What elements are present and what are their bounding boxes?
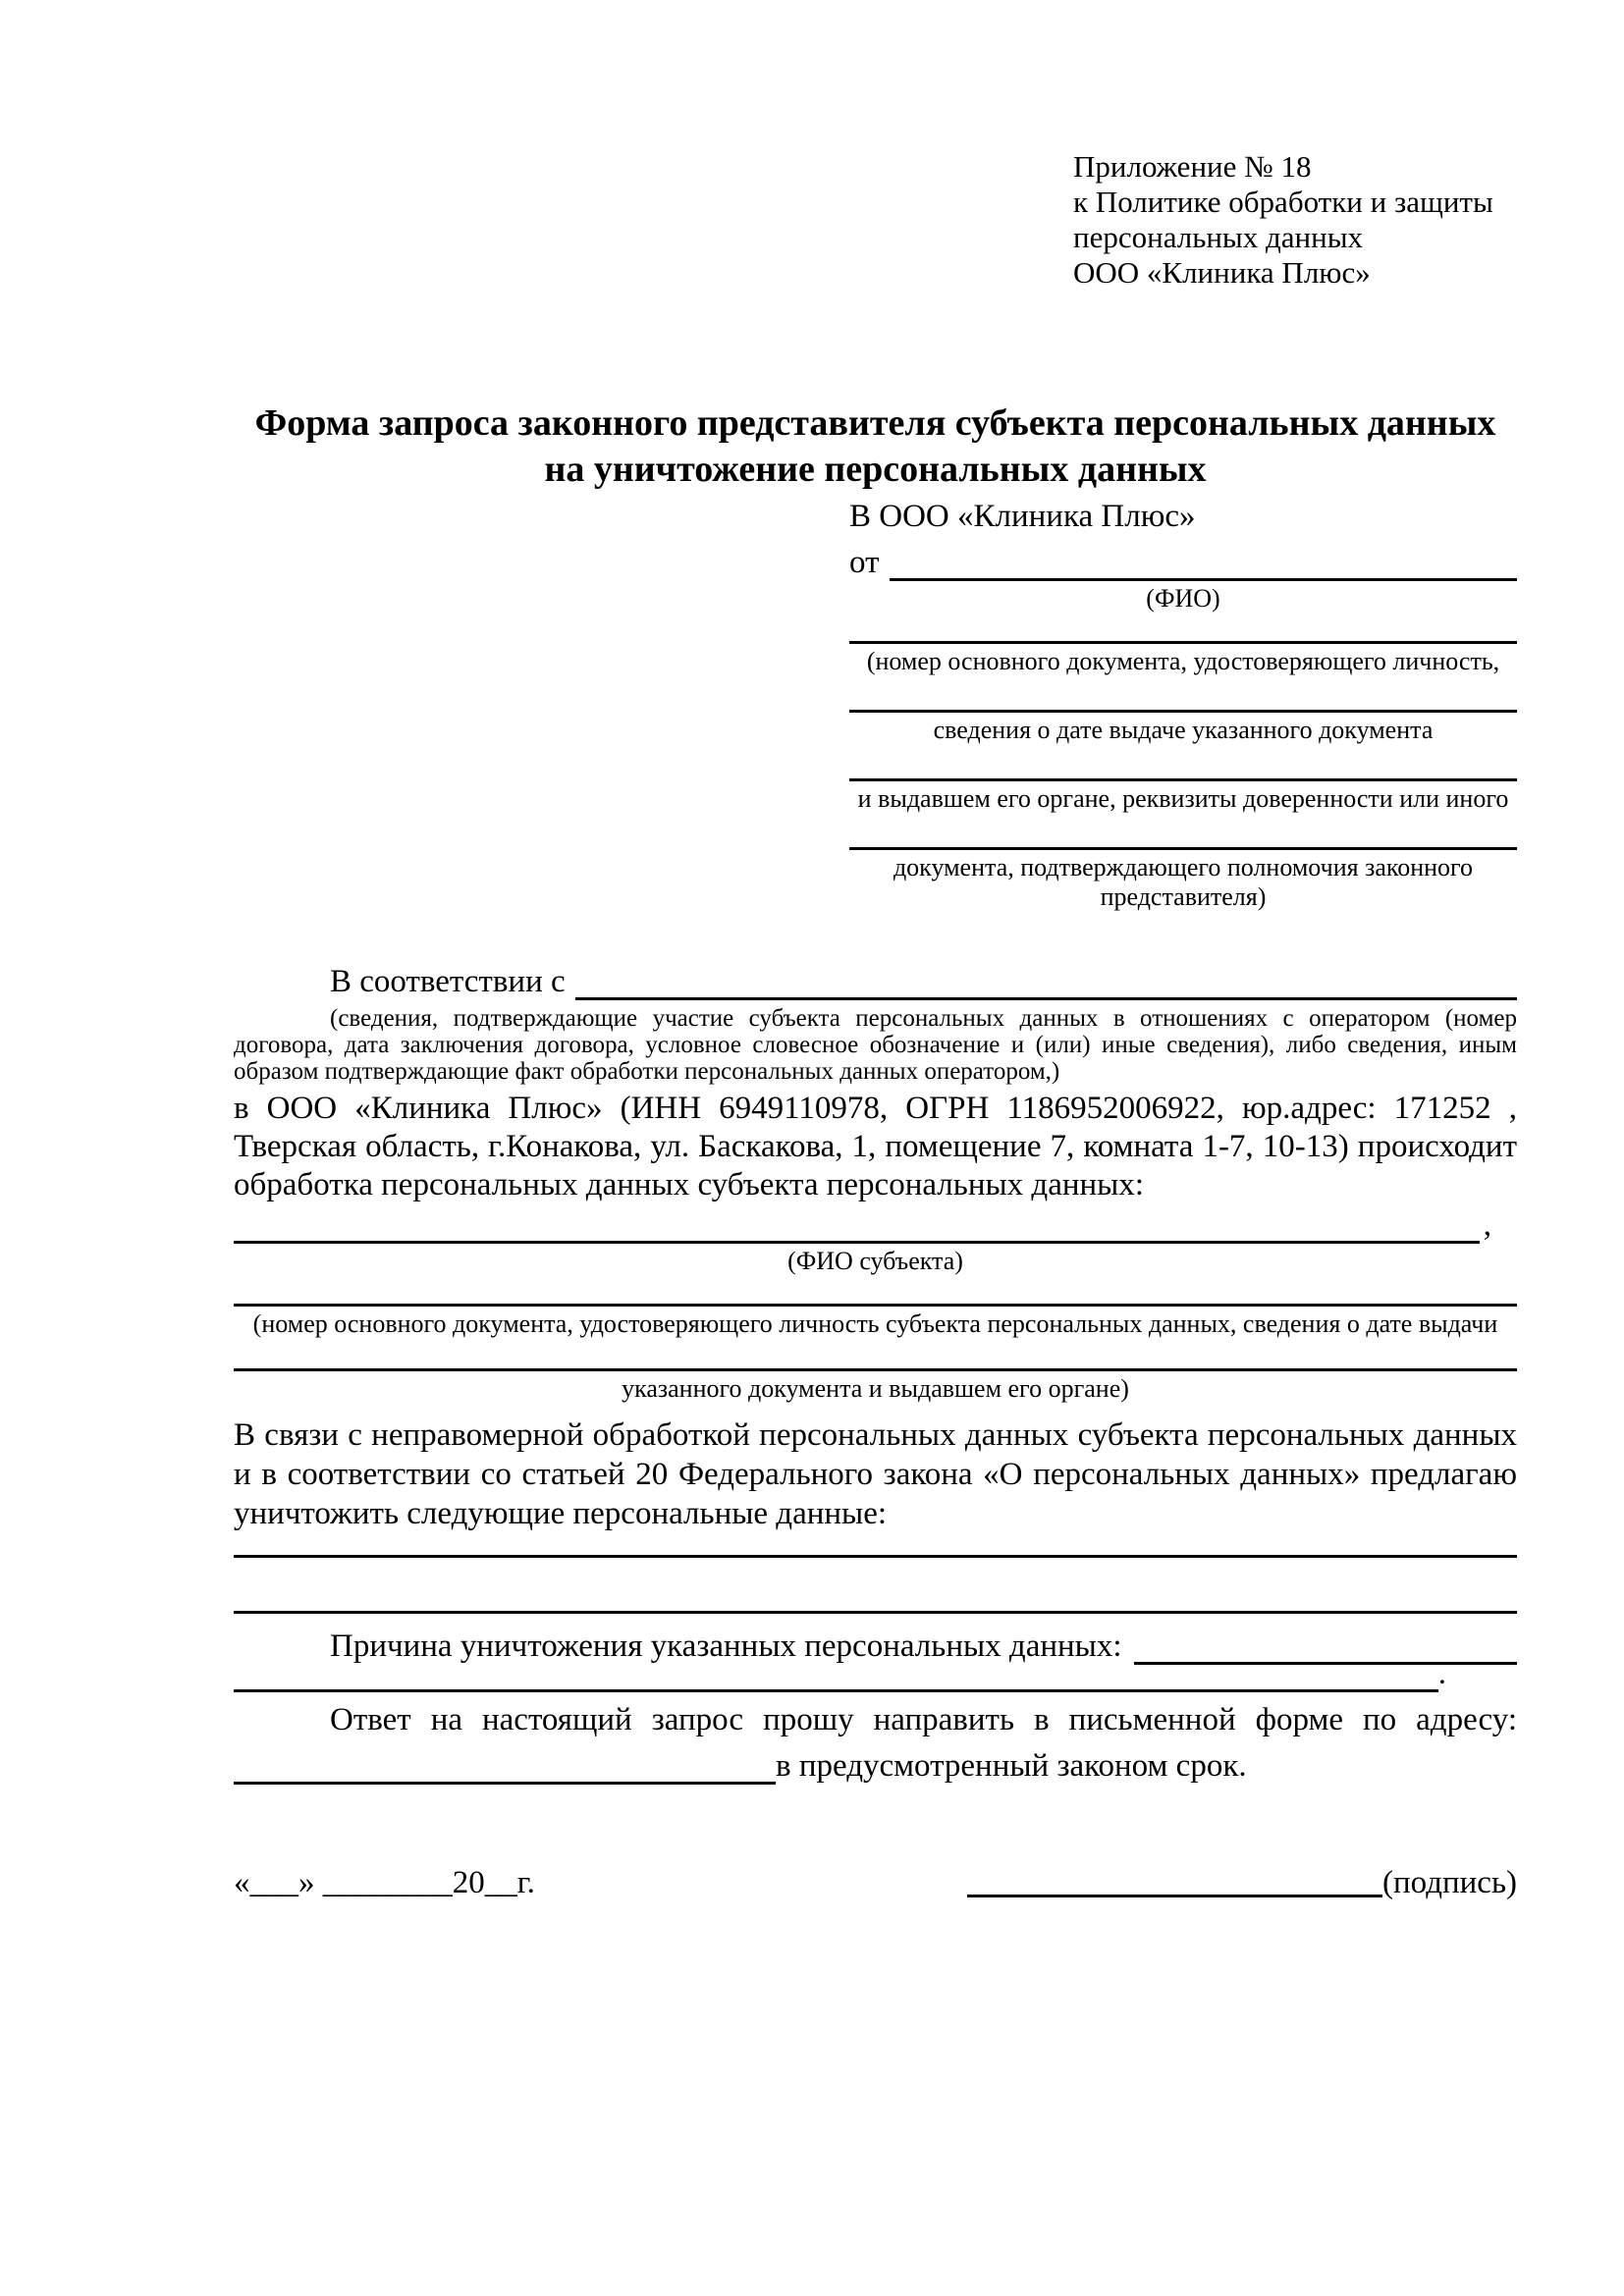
accordance-footnote: (сведения, подтверждающие участие субъекта персональных данных в отношениях с оператором (номер договора, дата заключения договора, условное словесное обозначение и (или) иные сведения), либо сведения, иным образом подтверждающие факт обработки персональных данных оператором,) — [234, 1005, 1517, 1085]
appendix-line-1: Приложение № 18 — [1073, 149, 1312, 184]
form-title — [234, 400, 1517, 493]
addressee-block — [849, 495, 1517, 912]
appendix-line-4: ООО «Клиника Плюс» — [1073, 255, 1371, 290]
subject-authority-caption: указанного документа и выдавшем его органе) — [622, 1374, 1129, 1403]
appendix-line-3: персональных данных — [1073, 220, 1364, 254]
reason-row — [234, 1622, 1517, 1665]
subject-fio-blank-line — [234, 1241, 1480, 1244]
from-blank-line — [890, 578, 1518, 581]
from-field-row — [849, 538, 1517, 581]
accordance-row — [234, 957, 1517, 1000]
subject-document-blank-line — [234, 1276, 1517, 1307]
date-field: «___» ________20__г. — [234, 1865, 535, 1900]
operator-paragraph: в ООО «Клиника Плюс» (ИНН 6949110978, ОГРН 1186952006922, юр.адрес: 171252 , Тверская область, г.Конакова, ул. Баскакова, 1, помещение 7, комната 1-7, 10-13) происходит обработка персональных данных субъекта персональных данных: — [234, 1091, 1517, 1202]
from-label: от — [849, 545, 880, 580]
answer-address-blank-line — [234, 1782, 776, 1785]
signature-blank-line — [967, 1895, 1382, 1897]
accordance-blank-line — [575, 997, 1517, 1000]
authority-document-caption: документа, подтверждающего полномочия законного представителя) — [893, 853, 1474, 911]
trailing-period: . — [1437, 1656, 1446, 1691]
answer-paragraph: Ответ на настоящий запрос прошу направить в письменной форме по адресу: — [330, 1702, 1517, 1737]
subject-fio-row — [234, 1207, 1517, 1244]
subject-document-caption: (номер основного документа, удостоверяющего личность субъекта персональных данных, сведения о дате выдачи — [252, 1309, 1498, 1338]
data-list-blank-line-2 — [234, 1558, 1517, 1614]
issuing-authority-caption: и выдавшем его органе, реквизиты доверенности или иного — [857, 784, 1509, 813]
form-title-line-2: на уничтожение персональных данных — [544, 449, 1207, 490]
trailing-comma: , — [1483, 1207, 1491, 1243]
reason-continuation-row — [234, 1656, 1517, 1692]
addressee-organization: В ООО «Клиника Плюс» — [849, 499, 1196, 534]
issue-date-blank-line — [849, 676, 1517, 713]
answer-address-row — [234, 1741, 1517, 1785]
subject-authority-blank-line — [234, 1339, 1517, 1371]
answer-tail: в предусмотренный законом срок. — [776, 1748, 1247, 1784]
subject-fio-caption: (ФИО субъекта) — [787, 1247, 963, 1275]
document-number-blank-line — [849, 614, 1517, 644]
form-title-line-1: Форма запроса законного представителя субъекта персональных данных — [254, 402, 1496, 444]
issue-date-caption: сведения о дате выдаче указанного документа — [933, 716, 1434, 744]
document-number-caption: (номер основного документа, удостоверяющего личность, — [866, 647, 1500, 675]
authority-document-blank-line — [849, 814, 1517, 850]
destruction-paragraph: В связи с неправомерной обработкой персональных данных субъекта персональных данных и в соответствии со статьей 20 Федерального закона «О персональных данных» предлагаю уничтожить следующие персональные данные: — [234, 1417, 1517, 1531]
appendix-line-2: к Политике обработки и защиты — [1073, 185, 1493, 219]
fio-caption: (ФИО) — [1146, 584, 1220, 613]
issuing-authority-blank-line — [849, 745, 1517, 781]
accordance-lead: В соответствии с — [330, 964, 566, 999]
reason-blank-line — [1134, 1662, 1517, 1665]
signature-row — [234, 1865, 1517, 1901]
data-list-blank-line-1 — [234, 1533, 1517, 1558]
signature-caption: (подпись) — [1382, 1865, 1517, 1900]
reason-continuation-blank-line — [234, 1689, 1438, 1692]
signature-field — [967, 1865, 1517, 1901]
appendix-note — [1073, 149, 1517, 291]
reason-label: Причина уничтожения указанных персональных данных: — [330, 1629, 1122, 1664]
